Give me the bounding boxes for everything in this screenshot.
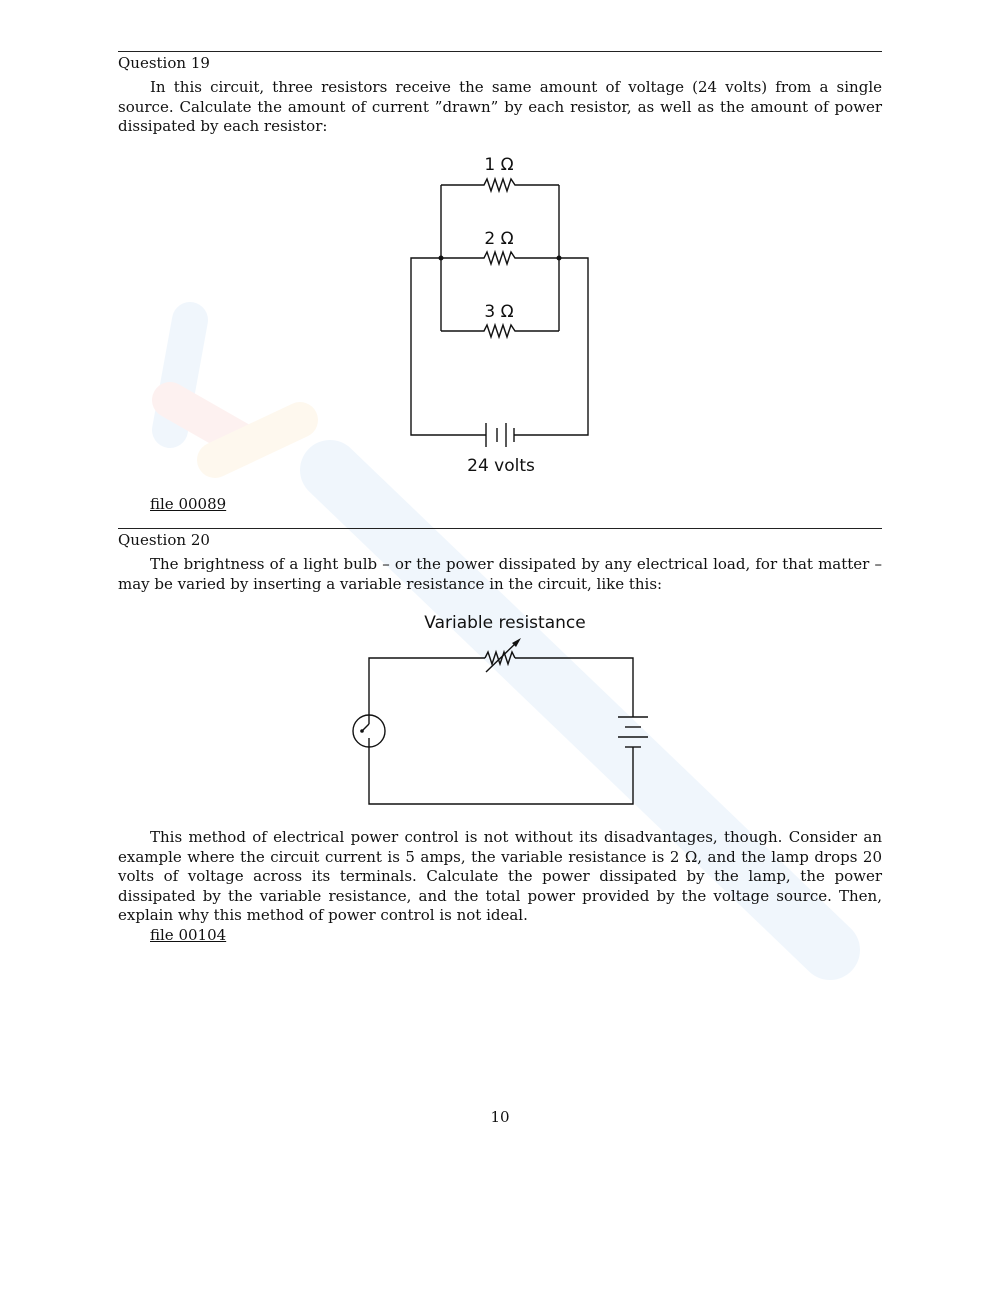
source-voltage-label: 24 volts <box>467 456 535 476</box>
battery-symbol-2 <box>618 717 648 747</box>
question-19-heading: Question 19 <box>118 54 210 72</box>
lamp-symbol <box>353 715 385 748</box>
question-20-followup-text: This method of electrical power control is not without its disadvantages, though. Consider an example where the circuit current is 5 amps, the variable resistance is 2 Ω, and the lamp drops 20 volts of voltage across its terminals. Calculate the power dissipated by the lamp, the power dissipated by the variable resistance, and the total power provided by the voltage source. Then, explain why this method of power control is not ideal. <box>118 828 882 924</box>
page-number: 10 <box>490 1108 510 1126</box>
variable-resistance-label: Variable resistance <box>424 613 586 633</box>
question-20-file-link[interactable]: file 00104 <box>150 926 227 944</box>
resistor-3-label: 3 Ω <box>484 302 514 322</box>
question-20-heading: Question 20 <box>118 531 210 549</box>
question-19-text: In this circuit, three resistors receive the same amount of voltage (24 volts) from a single source. Calculate the amount of current ”drawn” by each resistor, as well as the amount of power dissipated by each resistor: <box>118 78 882 135</box>
variable-arrow <box>486 641 518 672</box>
question-20-text: The brightness of a light bulb – or the power dissipated by any electrical load, for that matter – may be varied by inserting a variable resistance in the circuit, like this: <box>118 555 882 593</box>
question-19-file-link[interactable]: file 00089 <box>150 495 227 513</box>
resistor-2-label: 2 Ω <box>484 229 514 249</box>
resistor-1-label: 1 Ω <box>484 155 514 175</box>
